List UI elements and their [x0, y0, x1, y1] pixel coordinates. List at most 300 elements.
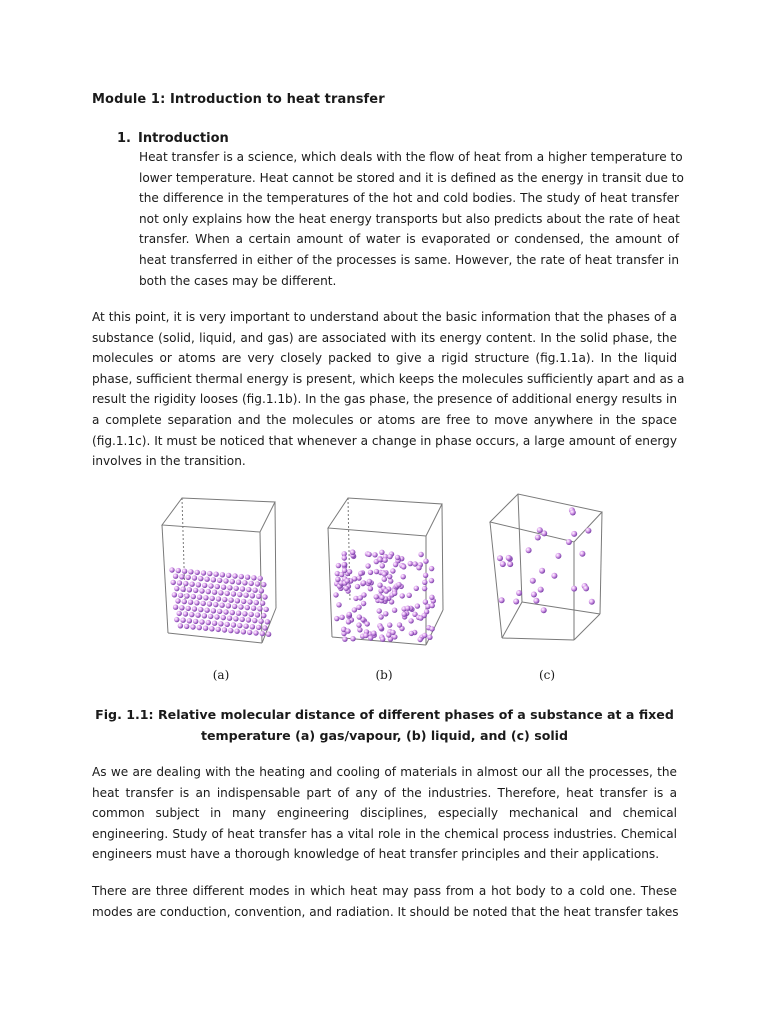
particle	[378, 625, 383, 630]
particle	[357, 627, 362, 632]
particle	[334, 616, 339, 621]
particle	[226, 603, 231, 608]
particle	[230, 610, 235, 615]
particle	[175, 598, 180, 603]
particle	[418, 615, 423, 620]
particle	[397, 622, 402, 627]
paragraph-line: As we are dealing with the heating and cooling of materials in almost our all the processes, the	[92, 765, 677, 779]
particle	[189, 582, 194, 587]
particle	[203, 626, 208, 631]
particle	[393, 562, 398, 567]
particle	[589, 599, 595, 605]
particle	[218, 590, 223, 595]
particle	[260, 631, 265, 636]
particle	[429, 595, 434, 600]
particle	[239, 574, 244, 579]
paragraph-line: a complete separation and the molecules or atoms are free to move anywhere in the space	[92, 412, 677, 427]
particle	[262, 625, 267, 630]
particle	[245, 575, 250, 580]
particle	[358, 571, 363, 576]
particle	[368, 586, 373, 591]
particle	[206, 620, 211, 625]
particle	[242, 611, 247, 616]
particle	[189, 612, 194, 617]
particle	[188, 600, 193, 605]
particle	[195, 570, 200, 575]
particle	[392, 608, 397, 613]
particle	[356, 622, 361, 627]
particle	[339, 572, 344, 577]
particle	[422, 580, 427, 585]
particle	[258, 619, 263, 624]
particle	[172, 592, 177, 597]
particle	[530, 578, 536, 584]
particle	[418, 637, 423, 642]
particle	[194, 600, 199, 605]
particle	[265, 619, 270, 624]
particle	[176, 568, 181, 573]
particle	[379, 595, 384, 600]
particle	[407, 593, 412, 598]
particle	[202, 613, 207, 618]
particle	[211, 608, 216, 613]
particle	[231, 591, 236, 596]
particle	[197, 595, 202, 600]
particle	[188, 569, 193, 574]
particles-gas	[497, 507, 595, 613]
particle	[259, 588, 264, 593]
particle	[208, 614, 213, 619]
label-b: (b)	[375, 668, 393, 682]
caption-line: temperature (a) gas/vapour, (b) liquid, and (c) solid	[201, 728, 568, 743]
particle	[368, 570, 373, 575]
particle	[347, 569, 352, 574]
particle	[250, 593, 255, 598]
module-title: Module 1: Introduction to heat transfer	[92, 92, 385, 107]
particle	[346, 619, 351, 624]
particle	[215, 584, 220, 589]
particle	[342, 555, 347, 560]
particle	[210, 596, 215, 601]
particle	[516, 590, 522, 596]
particle	[345, 628, 350, 633]
particle	[257, 606, 262, 611]
particle	[246, 587, 251, 592]
particle	[350, 636, 355, 641]
particle	[206, 589, 211, 594]
paragraph-line: both the cases may be different.	[139, 273, 337, 288]
particle	[579, 551, 585, 557]
particle	[182, 569, 187, 574]
particle	[178, 623, 183, 628]
particle	[253, 630, 258, 635]
particle	[225, 591, 230, 596]
particle	[361, 580, 366, 585]
particle	[423, 599, 428, 604]
particle	[232, 604, 237, 609]
modes-paragraph	[92, 881, 677, 922]
particle	[396, 582, 401, 587]
particle	[535, 535, 541, 541]
particle	[203, 595, 208, 600]
particle	[187, 618, 192, 623]
particle	[342, 562, 347, 567]
particle	[538, 587, 544, 593]
section-number: 1.	[117, 131, 131, 146]
particle	[186, 606, 191, 611]
particle	[392, 591, 397, 596]
particle	[402, 612, 407, 617]
paragraph-line: heat transfer is an indispensable part of any of the industries. Therefore, heat transfer is a	[92, 785, 677, 800]
particle	[541, 607, 547, 613]
box-c	[490, 494, 602, 640]
particle	[365, 621, 370, 626]
particle	[225, 622, 230, 627]
particle	[333, 592, 338, 597]
particle	[416, 565, 421, 570]
particle	[429, 566, 434, 571]
paragraph-line: molecules or atoms are very closely packed to give a rigid structure (fig.1.1a). In the liquid	[92, 351, 677, 366]
particle	[382, 577, 387, 582]
particle	[422, 586, 427, 591]
particle	[217, 578, 222, 583]
paragraph-line: lower temperature. Heat cannot be stored and it is defined as the energy in transit due to	[139, 170, 684, 185]
particle	[216, 596, 221, 601]
particle	[223, 578, 228, 583]
particle	[228, 598, 233, 603]
particle	[247, 630, 252, 635]
paragraph-line: engineers must have a thorough knowledge of heat transfer principles and their applications.	[92, 847, 660, 862]
particle	[234, 586, 239, 591]
particle	[177, 580, 182, 585]
particle	[186, 575, 191, 580]
particle	[374, 569, 379, 574]
particle	[183, 581, 188, 586]
particle	[227, 616, 232, 621]
particle	[361, 601, 366, 606]
phases-paragraph	[92, 307, 685, 472]
particle	[198, 607, 203, 612]
particle	[365, 563, 370, 568]
particle	[412, 561, 417, 566]
particle	[387, 622, 392, 627]
particle	[240, 586, 245, 591]
particle	[347, 612, 352, 617]
particle	[429, 578, 434, 583]
intro-paragraph	[139, 147, 684, 291]
particle	[507, 561, 513, 567]
figure-1-1	[150, 490, 620, 690]
particle	[217, 609, 222, 614]
particle	[184, 624, 189, 629]
particle	[571, 586, 577, 592]
paragraph-line: Heat transfer is a science, which deals with the flow of heat from a higher temperature to	[139, 150, 683, 164]
particle	[233, 616, 238, 621]
particle	[377, 583, 382, 588]
particle	[241, 599, 246, 604]
particle	[533, 598, 539, 604]
figure-caption	[92, 704, 677, 746]
particle	[256, 625, 261, 630]
particle	[243, 624, 248, 629]
particle	[180, 618, 185, 623]
particle	[180, 587, 185, 592]
particle	[356, 605, 361, 610]
particle	[249, 581, 254, 586]
particle	[237, 623, 242, 628]
particle	[371, 631, 376, 636]
label-c: (c)	[538, 668, 556, 682]
particle	[236, 611, 241, 616]
particle	[213, 572, 218, 577]
particle	[256, 594, 261, 599]
particle	[363, 633, 368, 638]
section-heading	[117, 131, 229, 146]
particle	[177, 611, 182, 616]
particle	[401, 574, 406, 579]
label-a: (a)	[212, 668, 230, 682]
particle	[418, 552, 423, 557]
particle	[199, 588, 204, 593]
particle	[254, 600, 259, 605]
particle	[429, 626, 434, 631]
section-title: Introduction	[138, 131, 229, 146]
particle	[357, 614, 362, 619]
particle	[383, 611, 388, 616]
particle	[537, 527, 543, 533]
particle	[401, 564, 406, 569]
particle	[222, 597, 227, 602]
particle	[382, 571, 387, 576]
particle	[384, 588, 389, 593]
particle	[209, 626, 214, 631]
particle	[222, 627, 227, 632]
particle	[249, 612, 254, 617]
importance-paragraph	[92, 762, 677, 865]
particles-liquid	[333, 549, 436, 642]
particle	[202, 583, 207, 588]
particle	[423, 573, 428, 578]
particle	[187, 587, 192, 592]
particle	[500, 561, 506, 567]
paragraph-line: There are three different modes in which heat may pass from a hot body to a cold one. These	[92, 884, 677, 898]
particle	[506, 555, 512, 561]
particle	[234, 629, 239, 634]
particle	[247, 599, 252, 604]
particle	[226, 573, 231, 578]
particle	[240, 617, 245, 622]
particle	[237, 592, 242, 597]
particle	[246, 617, 251, 622]
particle	[195, 613, 200, 618]
particle	[387, 554, 392, 559]
particle	[352, 607, 357, 612]
paragraph-line: At this point, it is very important to understand about the basic information that the phases of a	[92, 310, 677, 324]
particle	[430, 603, 435, 608]
particle	[216, 627, 221, 632]
particle	[378, 614, 383, 619]
particle	[264, 607, 269, 612]
particle	[223, 609, 228, 614]
particle	[221, 615, 226, 620]
particle	[258, 576, 263, 581]
particle	[372, 552, 377, 557]
particle	[231, 622, 236, 627]
particle	[251, 606, 256, 611]
particle	[178, 593, 183, 598]
particle	[571, 531, 577, 537]
particle	[235, 598, 240, 603]
particle	[386, 632, 391, 637]
paragraph-line: transfer. When a certain amount of water is evaporated or condensed, the amount of	[139, 232, 679, 247]
particle	[414, 586, 419, 591]
particle	[184, 593, 189, 598]
particle	[266, 632, 271, 637]
particle	[245, 605, 250, 610]
particle	[497, 555, 503, 561]
particle	[382, 558, 387, 563]
paragraph-line: (fig.1.1c). It must be noticed that whenever a change in phase occurs, a large amount of energy	[92, 433, 677, 448]
particle	[395, 555, 400, 560]
particle	[367, 579, 372, 584]
particle	[238, 604, 243, 609]
particle	[190, 624, 195, 629]
particle	[336, 602, 341, 607]
particle	[221, 585, 226, 590]
particle	[218, 621, 223, 626]
particle	[207, 571, 212, 576]
particle	[212, 621, 217, 626]
particle	[171, 580, 176, 585]
particle	[252, 618, 257, 623]
particle	[345, 578, 350, 583]
particle	[358, 595, 363, 600]
particle	[499, 597, 505, 603]
particle	[368, 635, 373, 640]
particle	[191, 594, 196, 599]
particle	[570, 510, 576, 516]
paragraph-line: phase, sufficient thermal energy is present, which keeps the molecules sufficiently apart and as a	[92, 371, 685, 386]
particle	[408, 618, 413, 623]
particle	[409, 631, 414, 636]
particle	[212, 590, 217, 595]
particle	[380, 563, 385, 568]
particle	[251, 575, 256, 580]
particle	[342, 637, 347, 642]
particle	[387, 574, 392, 579]
particle	[199, 619, 204, 624]
particle	[255, 581, 260, 586]
particle	[427, 635, 432, 640]
particle	[230, 579, 235, 584]
particle	[583, 585, 589, 591]
paragraph-line: substance (solid, liquid, and gas) are associated with its energy content. In the solid phase, the	[92, 330, 677, 345]
particle	[204, 608, 209, 613]
particle	[179, 605, 184, 610]
particles-solid	[169, 567, 271, 637]
particle	[227, 585, 232, 590]
particle	[201, 570, 206, 575]
particle	[252, 588, 257, 593]
paragraph-line: involves in the transition.	[92, 454, 246, 469]
particle	[236, 580, 241, 585]
particle	[388, 578, 393, 583]
particle	[423, 559, 428, 564]
particle	[262, 594, 267, 599]
paragraph-line: the difference in the temperatures of the hot and cold bodies. The study of heat transfer	[139, 191, 679, 206]
particle	[232, 573, 237, 578]
particle	[335, 577, 340, 582]
particle	[183, 611, 188, 616]
particle	[219, 603, 224, 608]
particle	[539, 568, 545, 574]
particle	[380, 637, 385, 642]
particle	[182, 599, 187, 604]
paragraph-line: not only explains how the heat energy transports but also predicts about the rate of heat	[139, 211, 680, 226]
phase-illustration	[150, 490, 620, 690]
particle	[408, 561, 413, 566]
particle	[198, 576, 203, 581]
particle	[513, 599, 519, 605]
particle	[255, 612, 260, 617]
particle	[173, 574, 178, 579]
particle	[377, 557, 382, 562]
particle	[201, 601, 206, 606]
caption-line: Fig. 1.1: Relative molecular distance of different phases of a substance at a fixed	[95, 707, 674, 722]
particle	[241, 629, 246, 634]
particle	[366, 552, 371, 557]
particle	[374, 594, 379, 599]
particle	[261, 613, 266, 618]
particle	[213, 602, 218, 607]
particle	[204, 577, 209, 582]
particle	[526, 547, 532, 553]
particle	[228, 628, 233, 633]
particle	[211, 577, 216, 582]
particle	[566, 539, 572, 545]
particle	[344, 586, 349, 591]
particle	[214, 614, 219, 619]
particle	[422, 633, 427, 638]
particle	[196, 582, 201, 587]
particle	[390, 568, 395, 573]
particle	[197, 625, 202, 630]
particle	[400, 593, 405, 598]
paragraph-line: common subject in many engineering disciplines, especially mechanical and chemical	[92, 806, 677, 821]
particle	[531, 592, 537, 598]
particle	[208, 583, 213, 588]
particle	[220, 572, 225, 577]
particle	[261, 582, 266, 587]
paragraph-line: modes are conduction, convention, and radiation. It should be noted that the heat transfer takes	[92, 904, 679, 919]
particle	[173, 605, 178, 610]
particle	[250, 624, 255, 629]
paragraph-line: result the rigidity looses (fig.1.1b). In the gas phase, the presence of additional energy results in	[92, 392, 677, 407]
particle	[415, 603, 420, 608]
paragraph-line: heat transferred in either of the processes is same. However, the rate of heat transfer in	[139, 252, 679, 267]
particle	[193, 588, 198, 593]
particle	[377, 608, 382, 613]
particle	[192, 606, 197, 611]
particle	[379, 550, 384, 555]
particle	[192, 575, 197, 580]
particle	[179, 574, 184, 579]
particle	[585, 528, 591, 534]
particle	[405, 606, 410, 611]
paragraph-line: engineering. Study of heat transfer has a vital role in the chemical process industries. Chemical	[92, 826, 677, 841]
particle	[174, 617, 179, 622]
particle	[242, 580, 247, 585]
